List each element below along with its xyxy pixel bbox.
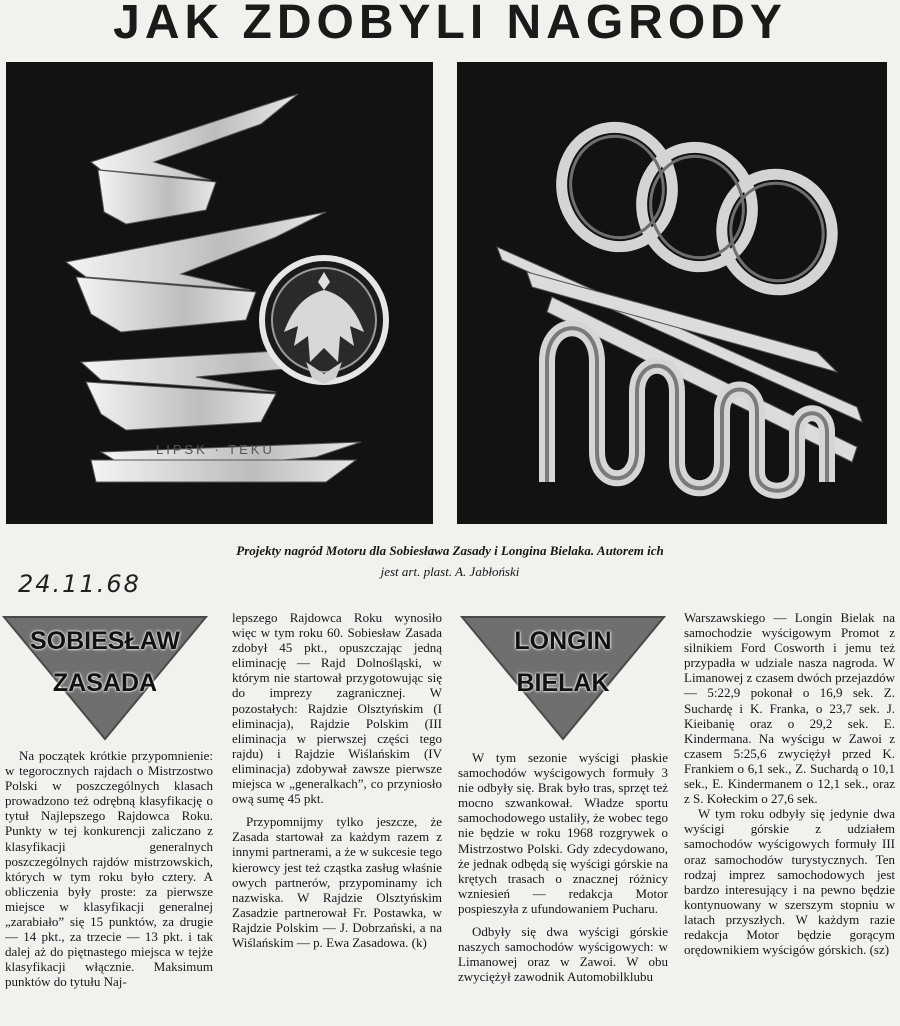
paragraph: Odbyły się dwa wyścigi górskie naszych samochodów wyścigowych: w Limanowej oraz w Zawoi. W obu zwyciężył zawodnik Automobilklubu — [458, 924, 668, 985]
trophy-photo-bielak — [457, 62, 887, 524]
paragraph: lepszego Rajdowca Roku wynosiło więc w tym roku 60. Sobiesław Zasada zdobył 45 pkt., opuszczając jedną eliminację — Rajd Dolnośląski, w którym nie startował przygotowując się do imprezy zagranicznej. W pozostałych: Rajdzie Olsztyńskim (I eliminacja), Rajdzie Polskim (III eliminacja w pierwszej części tego rajdu) i Rajdzie Wiślańskim (IV eliminacja) zdobywał zawsze pierwsze miejsca w „generalkach”, co przyniosło ową sumę 45 pkt. — [232, 610, 442, 807]
name-last-zasada: ZASADA — [52, 669, 158, 697]
handwritten-date: 24.11.68 — [18, 570, 141, 598]
lightning-trophy-illustration — [6, 62, 433, 524]
name-badge-bielak — [460, 615, 666, 741]
article-column-3 — [458, 750, 668, 1024]
name-first-bielak: LONGIN — [514, 627, 612, 655]
caption-line-1: Projekty nagród Motoru dla Sobiesława Zasady i Longina Bielaka. Autorem ich — [236, 543, 664, 558]
paragraph: Warszawskiego — Longin Bielak na samochodzie wyścigowym Promot z silnikiem Ford Cosworth i jemu też przypadła w udziale nasza nagroda. W Limanowej z czasem dwóch przejazdów — 5:22,9 pokonał o 16,9 sek. Z. Suchardę i K. Franka, o 23,7 sek. J. Kieibanię oraz o 29,2 sek. E. Kindermana. Na wyścigu w Zawoi z czasem 5:25,6 zwyciężył przed K. Frankiem o 6,1 sek., Z. Suchardą o 10,1 sek., E. Kindermanem o 12,1 sek., oraz z S. Kołeckim o 27,6 sek. — [684, 610, 895, 807]
eagle-emblem — [262, 258, 386, 384]
paragraph: Przypomnijmy tylko jeszcze, że Zasada startował za każdym razem z innymi partnerami, a że w sukcesie tego kierowcy jest też cząstka zasług właśnie owych partnerów, przypominamy ich nazwiska. W Rajdzie Olsztyńskim Zasadzie partnerował Fr. Postawka, w Rajdzie Polskim — J. Dobrzański, a na Wiślańskim — p. Ewa Zasadowa. (k) — [232, 814, 442, 950]
article-column-2 — [232, 610, 442, 1024]
caption-line-2: jest art. plast. A. Jabłoński — [380, 564, 520, 579]
name-last-bielak: BIELAK — [516, 669, 610, 697]
paragraph: W tym sezonie wyścigi płaskie samochodów wyścigowych formuły 3 nie odbyły się. Brak było tras, sprzęt też mocno szwankował. Władze sportu samochodowego ustaliły, że wobec tego nie będzie w roku 1968 rozgrywek o Mistrzostwo Polski. Gdy zdecydowano, że jednak odbędą się wyścigi górskie na krętych trasach o znacznej różnicy wzniesień — redakcja Motor pospieszyła z ufundowaniem Pucharu. — [458, 750, 668, 916]
name-badge-zasada — [2, 615, 208, 741]
photo-caption — [40, 540, 860, 582]
trophy-photo-zasada — [6, 62, 433, 524]
article-column-1 — [5, 748, 213, 1024]
paragraph: W tym roku odbyły się jedynie dwa wyścigi górskie z udziałem samochodów wyścigowych formuły III oraz samochodów turystycznych. Ten rodzaj imprez samochodowych jest bardzo interesujący i na pewno będzie kontynuowany w szerszym stopniu w latach przyszłych. W każdym razie redakcja Motor będzie gorącym orędownikiem wyścigów górskich. (sz) — [684, 806, 895, 958]
rings-trophy-illustration — [457, 62, 887, 524]
article-column-4 — [684, 610, 895, 1024]
name-first-zasada: SOBIESŁAW — [29, 627, 180, 655]
headline: JAK ZDOBYLI NAGRODY — [113, 0, 787, 49]
trophy-engraving: LIPSK · TEKU — [156, 442, 275, 457]
paragraph: Na początek krótkie przypomnienie: w tegorocznych rajdach o Mistrzostwo Polski w poszczególnych klasach prowadzono też odrębną klasyfikację o tytuł Najlepszego Rajdowca Roku. Punkty w tej konkurencji zaliczano z klasyfikacji generalnych poszczególnych rajdów mistrzowskich, których w tym roku było cztery. A obliczenia były proste: za pierwsze miejsce w klasyfikacji generalnej „zarabiało” się 15 punktów, za drugie — 14 pkt., za trzecie — 13 pkt. i tak dalej aż do piętnastego miejsca w tejże klasyfikacji włącznie. Maksimum punktów do tytułu Naj- — [5, 748, 213, 990]
